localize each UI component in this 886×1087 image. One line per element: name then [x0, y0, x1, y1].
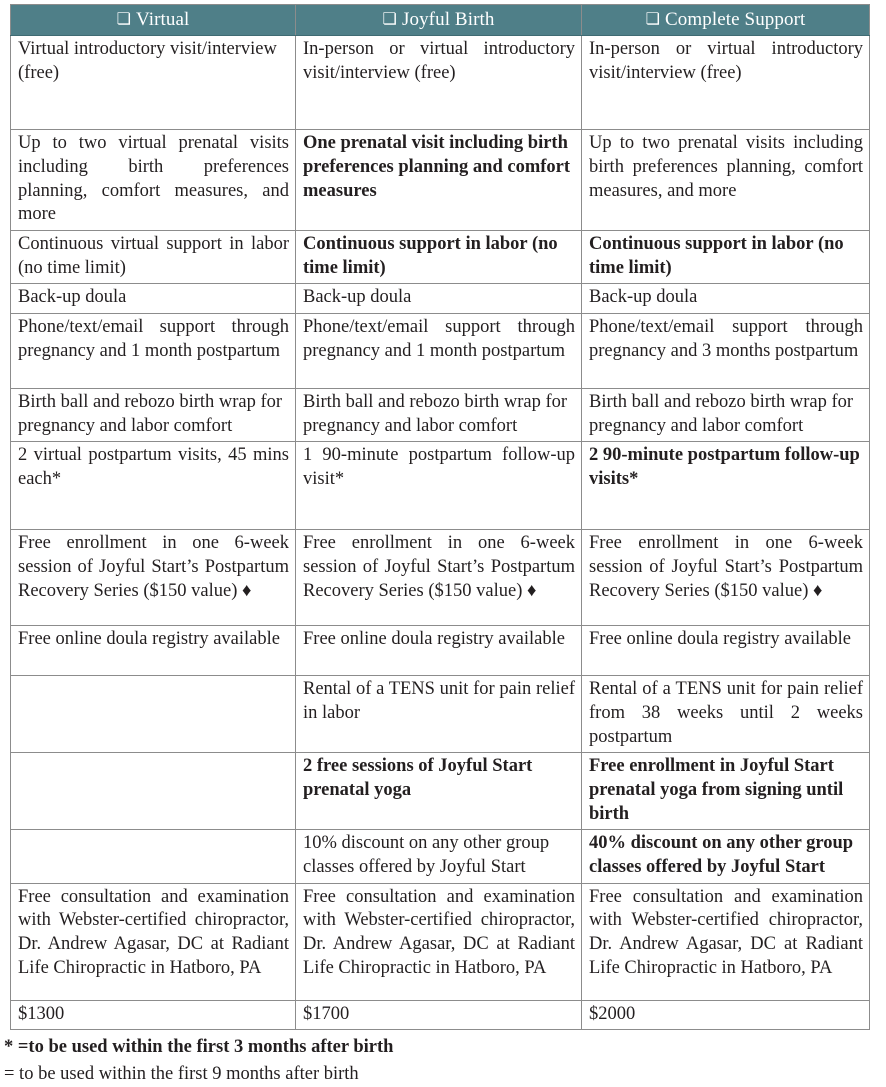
table-row [11, 530, 870, 626]
column-header-joyful-birth[interactable] [296, 5, 582, 36]
cell-tens-unit-joyful: Rental of a TENS unit for pain relief in labor [296, 676, 582, 753]
cell-doula-registry-joyful: Free online doula registry available [296, 626, 582, 676]
table-row [11, 130, 870, 231]
cell-tens-unit-complete: Rental of a TENS unit for pain relief from 38 weeks until 2 weeks postpartum [582, 676, 870, 753]
cell-chiropractor-complete: Free consultation and examination with Webster-certified chiropractor, Dr. Andrew Agasar, DC at Radiant Life Chiropractic in Hatboro, PA [582, 883, 870, 1000]
cell-doula-registry-virtual: Free online doula registry available [11, 626, 296, 676]
footnote-diamond: = to be used within the first 9 months after birth [4, 1063, 359, 1084]
table-row [11, 284, 870, 314]
column-header-complete-support[interactable] [582, 5, 870, 36]
cell-group-class-discount-virtual [11, 830, 296, 883]
cell-price-joyful: $1700 [296, 1000, 582, 1030]
cell-backup-doula-virtual: Back-up doula [11, 284, 296, 314]
cell-prenatal-visits-virtual: Up to two virtual prenatal visits including birth preferences planning, comfort measures, and more [11, 130, 296, 231]
table-row [11, 388, 870, 441]
cell-group-class-discount-joyful: 10% discount on any other group classes offered by Joyful Start [296, 830, 582, 883]
table-row [11, 883, 870, 1000]
table-row [11, 442, 870, 530]
cell-group-class-discount-complete: 40% discount on any other group classes offered by Joyful Start [582, 830, 870, 883]
table-row [11, 830, 870, 883]
cell-recovery-series-complete: Free enrollment in one 6-week session of Joyful Start’s Postpartum Recovery Series ($150 value) ♦ [582, 530, 870, 626]
cell-labor-support-joyful: Continuous support in labor (no time limit) [296, 230, 582, 283]
table-row [11, 626, 870, 676]
cell-postpartum-visits-joyful: 1 90-minute postpartum follow-up visit* [296, 442, 582, 530]
cell-prenatal-yoga-virtual [11, 753, 296, 830]
cell-birth-ball-virtual: Birth ball and rebozo birth wrap for pregnancy and labor comfort [11, 388, 296, 441]
table-header [11, 5, 870, 36]
cell-birth-ball-joyful: Birth ball and rebozo birth wrap for pregnancy and labor comfort [296, 388, 582, 441]
cell-contact-support-virtual: Phone/text/email support through pregnancy and 1 month postpartum [11, 313, 296, 388]
cell-backup-doula-joyful: Back-up doula [296, 284, 582, 314]
column-header-complete-support-label: Complete Support [665, 9, 806, 30]
cell-chiropractor-joyful: Free consultation and examination with Webster-certified chiropractor, Dr. Andrew Agasar, DC at Radiant Life Chiropractic in Hatboro, PA [296, 883, 582, 1000]
cell-prenatal-yoga-joyful: 2 free sessions of Joyful Start prenatal yoga [296, 753, 582, 830]
cell-recovery-series-joyful: Free enrollment in one 6-week session of Joyful Start’s Postpartum Recovery Series ($150 value) ♦ [296, 530, 582, 626]
cell-birth-ball-complete: Birth ball and rebozo birth wrap for pregnancy and labor comfort [582, 388, 870, 441]
table-row [11, 36, 870, 130]
cell-tens-unit-virtual [11, 676, 296, 753]
table-row [11, 230, 870, 283]
footnote-asterisk: * =to be used within the first 3 months after birth [4, 1037, 394, 1058]
column-header-virtual-label: Virtual [136, 9, 190, 30]
cell-prenatal-yoga-complete: Free enrollment in Joyful Start prenatal yoga from signing until birth [582, 753, 870, 830]
footnotes [4, 1034, 886, 1087]
cell-postpartum-visits-virtual: 2 virtual postpartum visits, 45 mins each* [11, 442, 296, 530]
cell-prenatal-visits-joyful: One prenatal visit including birth preferences planning and comfort measures [296, 130, 582, 231]
cell-intro-visit-complete: In-person or virtual introductory visit/interview (free) [582, 36, 870, 130]
checkbox-icon[interactable]: ❏ [382, 9, 397, 28]
cell-labor-support-virtual: Continuous virtual support in labor (no time limit) [11, 230, 296, 283]
checkbox-icon[interactable]: ❏ [116, 9, 132, 28]
cell-price-virtual: $1300 [11, 1000, 296, 1030]
cell-labor-support-complete: Continuous support in labor (no time limit) [582, 230, 870, 283]
cell-postpartum-visits-complete: 2 90-minute postpartum follow-up visits* [582, 442, 870, 530]
column-header-virtual[interactable] [11, 5, 296, 36]
cell-intro-visit-virtual: Virtual introductory visit/interview (free) [11, 36, 296, 130]
table-header-row [11, 5, 870, 36]
cell-doula-registry-complete: Free online doula registry available [582, 626, 870, 676]
table-body [11, 36, 870, 1030]
table-row [11, 676, 870, 753]
checkbox-icon[interactable]: ❏ [645, 9, 661, 28]
cell-contact-support-complete: Phone/text/email support through pregnancy and 3 months postpartum [582, 313, 870, 388]
column-header-joyful-birth-label: Joyful Birth [401, 9, 495, 30]
cell-prenatal-visits-complete: Up to two prenatal visits including birth preferences planning, comfort measures, and more [582, 130, 870, 231]
table-row [11, 753, 870, 830]
table-row [11, 313, 870, 388]
table-row [11, 1000, 870, 1030]
cell-chiropractor-virtual: Free consultation and examination with Webster-certified chiropractor, Dr. Andrew Agasar, DC at Radiant Life Chiropractic in Hatboro, PA [11, 883, 296, 1000]
cell-recovery-series-virtual: Free enrollment in one 6-week session of Joyful Start’s Postpartum Recovery Series ($150 value) ♦ [11, 530, 296, 626]
cell-intro-visit-joyful: In-person or virtual introductory visit/interview (free) [296, 36, 582, 130]
cell-contact-support-joyful: Phone/text/email support through pregnancy and 1 month postpartum [296, 313, 582, 388]
package-comparison-table [10, 4, 870, 1030]
cell-backup-doula-complete: Back-up doula [582, 284, 870, 314]
cell-price-complete: $2000 [582, 1000, 870, 1030]
